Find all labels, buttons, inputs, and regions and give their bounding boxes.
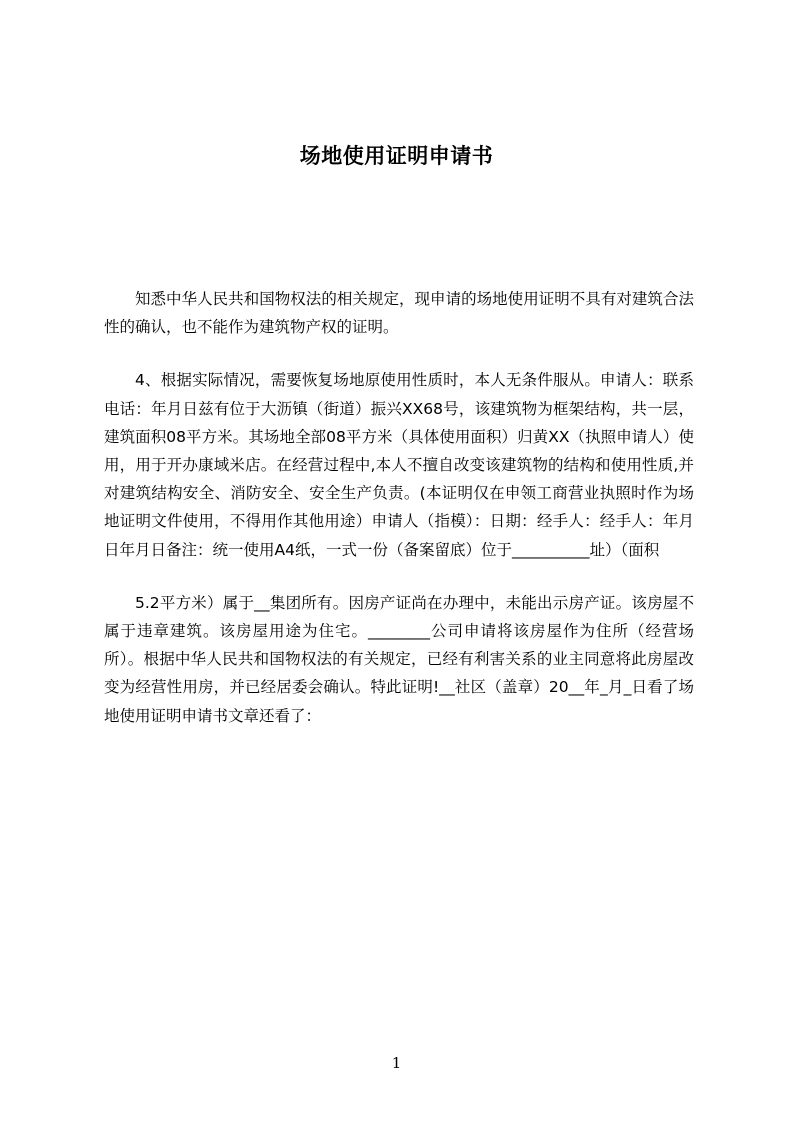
paragraph-usage-terms: 4、根据实际情况，需要恢复场地原使用性质时，本人无条件服从。申请人：联系电话：年月日兹有位于大沥镇（街道）振兴XX68号，该建筑物为框架结构，共一层，建筑面积08平方米。其场地全部08平方米（具体使用面积）归黄XX（执照申请人）使用，用于开办康域米店。在经营过程中,本人不擅自改变该建筑物的结构和使用性质,并对建筑结构安全、消防安全、安全生产负责。(本证明仅在申领工商营业执照时作为场地证明文件使用，不得用作其他用途）申请人（指模）：日期：经手人：经手人：年月日年月日备注：统一使用A4纸，一式一份（备案留底）位于__________址）（面积 bbox=[104, 371, 694, 559]
paragraph-ownership-statement: 5.2平方米）属于__集团所有。因房产证尚在办理中，未能出示房产证。该房屋不属于违章建筑。该房屋用途为住宅。________公司申请将该房屋作为住所（经营场所）。根据中华人民共和国物权法的有关规定，已经有利害关系的业主同意将此房屋改变为经营性用房，并已经居委会确认。特此证明!__社区（盖章）20__年_月_日看了场地使用证明申请书文章还看了： bbox=[104, 593, 694, 725]
document-body bbox=[104, 285, 694, 755]
document-title: 场地使用证明申请书 bbox=[299, 144, 494, 168]
page-number: 1 bbox=[391, 1054, 402, 1072]
paragraph-legal-notice: 知悉中华人民共和国物权法的相关规定，现申请的场地使用证明不具有对建筑合法性的确认，也不能作为建筑物产权的证明。 bbox=[104, 290, 694, 337]
